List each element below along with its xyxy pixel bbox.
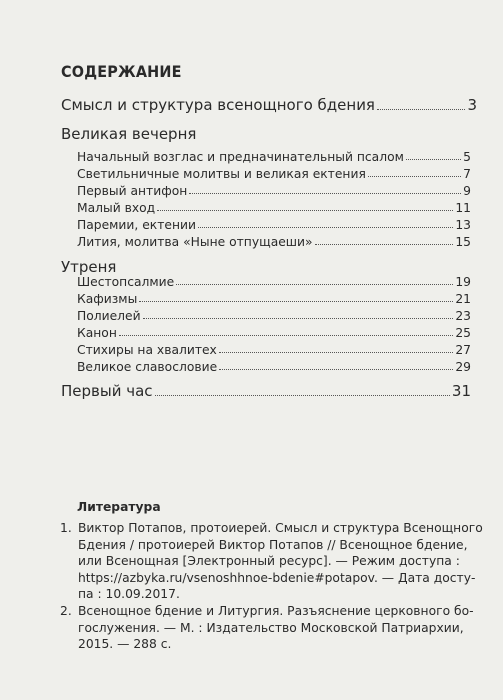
literature-line: или Всенощная [Электронный ресурс]. — Режим доступа : (78, 554, 460, 569)
literature-line: Бдения / протоиерей Виктор Потапов // Всенощное бдение, (78, 537, 468, 552)
literature-list (60, 520, 483, 653)
toc-item-page: 5 (463, 150, 471, 164)
toc-item-text: Малый вход (77, 201, 156, 215)
toc-item (77, 309, 471, 323)
toc-item-page: 13 (455, 218, 471, 232)
leader-dots (189, 193, 461, 194)
literature-item-body (78, 603, 474, 653)
toc-item-text: Шестопсалмие (77, 275, 175, 289)
toc-entry-text: Первый час (61, 382, 153, 400)
literature-line: Всенощное бдение и Литургия. Разъяснение церковного бо- (78, 603, 474, 618)
toc-item (77, 360, 471, 374)
toc-item-page: 29 (455, 360, 471, 374)
toc-item (77, 201, 471, 215)
leader-dots (198, 227, 453, 228)
toc-item-text: Великое славословие (77, 360, 218, 374)
toc-item-text: Полиелей (77, 309, 141, 323)
leader-dots (406, 159, 461, 160)
toc-item-page: 25 (455, 326, 471, 340)
toc-item-text: Канон (77, 326, 117, 340)
toc-item (77, 292, 471, 306)
toc-entry-main (61, 96, 477, 114)
toc-item (77, 343, 471, 357)
literature-line: https://azbyka.ru/vsenoshhnoe-bdenie#potapov. — Дата досту- (78, 570, 476, 585)
toc-section-vespers: Великая вечерня (61, 125, 197, 143)
literature-item-number: 2. (60, 603, 72, 618)
toc-title: СОДЕРЖАНИЕ (61, 62, 182, 81)
toc-item-page: 27 (455, 343, 471, 357)
toc-item-text: Светильничные молитвы и великая ектения (77, 167, 366, 181)
literature-line: Виктор Потапов, протоиерей. Смысл и структура Всенощного (78, 521, 483, 535)
literature-item (60, 520, 483, 603)
toc-item-page: 11 (455, 201, 471, 215)
literature-line: 2015. — 288 с. (78, 637, 172, 652)
leader-dots (157, 210, 453, 211)
toc-item-text: Стихиры на хвалитех (77, 343, 217, 357)
leader-dots (368, 176, 461, 177)
leader-dots (139, 301, 453, 302)
leader-dots (377, 109, 465, 110)
literature-line: па : 10.09.2017. (78, 587, 180, 602)
toc-item-page: 9 (463, 184, 471, 198)
toc-item (77, 235, 471, 249)
toc-item-page: 7 (463, 167, 471, 181)
literature-title: Литература (77, 500, 161, 514)
toc-item-text: Лития, молитва «Ныне отпущаеши» (77, 235, 313, 249)
toc-section-matins: Утреня (61, 258, 117, 276)
leader-dots (143, 318, 454, 319)
toc-item-page: 19 (455, 275, 471, 289)
toc-entry-page: 31 (451, 382, 471, 400)
leader-dots (315, 244, 454, 245)
leader-dots (176, 284, 453, 285)
leader-dots (119, 335, 453, 336)
leader-dots (219, 369, 453, 370)
leader-dots (219, 352, 454, 353)
toc-item (77, 218, 471, 232)
toc-item (77, 275, 471, 289)
toc-item-text: Паремии, ектении (77, 218, 196, 232)
literature-item-number: 1. (60, 521, 72, 535)
toc-item-page: 21 (455, 292, 471, 306)
toc-item (77, 184, 471, 198)
toc-item-text: Кафизмы (77, 292, 138, 306)
toc-item-page: 15 (455, 235, 471, 249)
toc-item (77, 150, 471, 164)
literature-item (60, 603, 474, 653)
toc-item-text: Первый антифон (77, 184, 188, 198)
toc-item (77, 167, 471, 181)
toc-item-text: Начальный возглас и предначинательный псалом (77, 150, 404, 164)
toc-entry-page: 3 (467, 96, 477, 114)
literature-line: гослужения. — М. : Издательство Московской Патриархии, (78, 620, 464, 635)
leader-dots (155, 395, 450, 396)
toc-item-page: 23 (455, 309, 471, 323)
toc-entry-first-hour (61, 382, 471, 400)
literature-item-body (78, 520, 483, 603)
toc-entry-text: Смысл и структура всенощного бдения (61, 96, 375, 114)
toc-item (77, 326, 471, 340)
